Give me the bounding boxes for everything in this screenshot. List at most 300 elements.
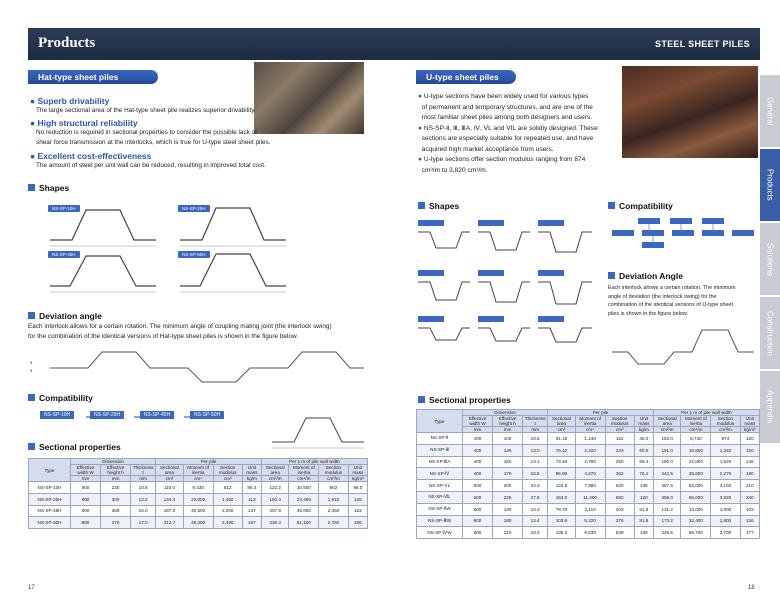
table-cell: NS-SP-10H [29,482,71,494]
table-cell: 10.8 [131,482,156,494]
table-cell: 376 [605,515,634,527]
u-deviation-heading: Deviation Angle [608,271,683,281]
shapes-heading: Shapes [28,183,69,193]
hat-profile-small [268,412,368,454]
th-col: Sectional area [261,465,289,476]
u-table-body [417,433,760,539]
th-col: Sectional area [653,416,681,427]
cost-text: The amount of steel per unit wall can be reduced, resulting in improved total cost. [36,162,266,169]
th-unit: mm [493,427,523,433]
bullet-text: High structural reliability [37,118,138,128]
text-line: Each interlock allows for a certain rotation. The minimum angle of coupling mating joint (the interlock swing) [28,323,332,330]
table-cell: 212.7 [156,517,184,529]
th-unit: cm³ [213,476,242,482]
table-row [29,482,368,494]
table-cell: 400 [463,468,493,480]
th-col: Sectional area [548,416,576,427]
table-cell: 5,220 [575,515,605,527]
side-tab-label: Solutions [765,242,775,276]
table-cell: NS-SP-Ⅲ [417,444,463,456]
side-tab-products[interactable] [760,149,780,221]
text-line: acquired high market acceptance from users. [421,145,554,153]
hat-shape-10h [50,210,156,240]
table-cell: 103 [740,503,759,515]
side-tab-label: General [765,96,775,126]
table-cell: 4,670 [575,468,605,480]
th-dimension: Dimension [71,459,156,465]
table-cell: 1,000 [711,503,740,515]
bullet-drivability: ● Superb drivability [30,96,110,106]
table-row [417,515,760,527]
u-shapes-heading: Shapes [418,201,459,211]
th-unit: cm⁴ [183,476,213,482]
table-cell: 125 [493,444,523,456]
reliability-text [36,128,366,147]
th-unit: mm [463,427,493,433]
u-type-text [418,92,618,176]
table-cell: 400 [463,444,493,456]
table-cell: 520 [605,480,634,492]
compat-tag-50h: NS-SP-50H [190,411,224,419]
table-cell: 103.9 [548,515,576,527]
table-cell: 133.8 [548,480,576,492]
table-cell: 812 [213,482,242,494]
table-cell: 236.3 [261,517,289,529]
table-cell: 13.0 [523,444,548,456]
table-cell: 191.0 [653,444,681,456]
table-cell: 2,270 [711,468,740,480]
th-unit: cm²/m [261,476,289,482]
table-cell: 10,500 [289,482,319,494]
table-cell: 152 [605,433,634,445]
th-col: Moment of inertia [183,465,213,476]
svg-text:θ: θ [30,360,33,365]
table-cell: 130 [493,503,523,515]
th-col: Thickness t [523,416,548,427]
table-cell: 3,150 [711,480,740,492]
bullet-reliability: ● High structural reliability [30,118,138,128]
th-col: Unit mass [740,416,759,427]
table-cell: 223 [605,444,634,456]
hat-shape-25h [180,208,286,240]
table-cell: 126 [348,493,367,505]
table-cell: 900 [71,505,101,517]
text-line: NS-SP-Ⅱ, Ⅲ, ⅢA, Ⅳ, ⅤL and ⅥL are solidly designed. These [423,124,598,132]
hat-type-heading: Hat-type sheet piles [28,70,158,84]
table-cell: 24,400 [289,493,319,505]
u-shapes-drawing [414,214,604,344]
table-cell: 400 [463,433,493,445]
table-cell: 76.42 [548,444,576,456]
th-type: Type [29,459,71,482]
compat-tag-45h: NS-SP-45H [140,411,174,419]
table-cell: 113 [242,493,261,505]
table-cell: 63,000 [681,480,711,492]
table-cell: 131.2 [653,503,681,515]
th-col: Moment of inertia [681,416,711,427]
table-cell: NS-SP-ⅤL [417,480,463,492]
text-line: shear force transmission at the interlocks, which is true for U-type steel sheet piles. [36,138,271,146]
table-cell: 11,400 [575,491,605,503]
table-cell: 153.0 [548,491,576,503]
side-tab-construction[interactable] [760,297,780,369]
table-cell: 186.0 [653,456,681,468]
th-unit: cm⁴/m [289,476,319,482]
table-cell: 13,000 [681,503,711,515]
table-cell: NS-SP-ⅢA [417,456,463,468]
th-col: Effective width W [463,416,493,427]
table-cell: 362 [605,468,634,480]
table-cell: 13.2 [131,493,156,505]
bullet-cost: ● Excellent cost-effectiveness [30,151,152,161]
table-cell: NS-SP-25H [29,493,71,505]
table-cell: 173.2 [653,515,681,527]
th-col: Unit mass [348,465,367,476]
table-cell: 120 [740,433,759,445]
side-tab-general[interactable] [760,75,780,147]
table-cell: 150 [740,444,759,456]
table-cell: 2,490 [213,517,242,529]
th-col: Effective height h [493,416,523,427]
hat-shapes-drawing [40,198,360,298]
th-col: Thickness t [131,465,156,476]
table-cell: 8,630 [575,527,605,539]
table-cell: 600 [463,515,493,527]
table-cell: 3,820 [711,491,740,503]
bullet-text: Superb drivability [37,96,110,106]
table-cell: 400 [463,456,493,468]
table-cell: 2,220 [575,444,605,456]
table-cell: 1,610 [319,493,348,505]
table-cell: 40,500 [183,505,213,517]
text-line: No reduction is required in sectional properties to consider the possible lack of [36,129,257,136]
table-row [417,480,760,492]
table-cell: 100 [493,433,523,445]
table-cell: 186 [348,517,367,529]
table-cell: 900 [71,482,101,494]
table-cell: 210 [740,480,759,492]
table-cell: 240 [740,491,759,503]
table-cell: 22,800 [681,456,711,468]
u-deviation-diagram [608,322,758,368]
table-cell: 18.0 [523,527,548,539]
table-cell: 17.0 [131,517,156,529]
table-cell: NS-SP-ⅥL [417,491,463,503]
compat-tag-25h: NS-SP-25H [90,411,124,419]
table-cell: 96.0 [348,482,367,494]
th-unit: kg/m² [740,427,759,433]
table-cell: 105 [634,480,653,492]
table-cell: 600 [463,527,493,539]
bullet-text: Excellent cost-effectiveness [37,151,152,161]
page-title: Products [38,35,96,51]
table-cell: 1,800 [711,515,740,527]
side-tab-appendix[interactable] [760,371,780,443]
th-unit: cm⁴ [575,427,605,433]
table-cell: 22,000 [183,493,213,505]
table-cell: 86,000 [681,491,711,503]
u-type-heading: U-type sheet piles [416,70,516,84]
hat-table [28,458,368,529]
drivability-text: The large sectional area of the Hat-type sheet pile realizes superior drivability. [36,107,256,114]
u-compat-diagram [608,214,758,250]
table-cell: 180 [493,515,523,527]
hat-shape-50h [180,254,286,286]
table-cell: 190 [740,468,759,480]
text-line: angle of deviation (the interlock swing) for the [608,293,717,300]
text-line: combination of the identical versions of U-type sheet [608,302,733,308]
text-line: for the combination of the identical versions of Hat-type sheet piles is shown in the figure below. [28,332,298,340]
th-per-pile: Per pile [156,459,262,465]
table-row [29,493,368,505]
table-cell: 144.4 [156,493,184,505]
table-cell: 1,240 [575,433,605,445]
text-line: of permanent and temporary structures, and are one of the [421,103,593,111]
compat-links [86,411,246,423]
table-cell: 61.18 [548,433,576,445]
deviation-text [28,322,368,341]
table-cell: 153.0 [653,433,681,445]
text-line: cm³/m to 3,820 cm³/m. [421,166,488,174]
table-cell: 135.3 [548,527,576,539]
th-per-wall: Per 1 m of pile wall width [261,459,367,465]
text-line: sections are especially suitable for repeated use, and have [421,135,594,142]
th-unit: cm² [156,476,184,482]
table-cell: 370 [101,517,131,529]
th-unit: mm [71,476,101,482]
table-cell: 177 [740,527,759,539]
table-cell: 78.70 [548,503,576,515]
table-row [417,527,760,539]
table-cell: 2,450 [319,505,348,517]
table-row [417,491,760,503]
table-cell: 146 [740,456,759,468]
table-cell: 900 [71,517,101,529]
table-cell: 32,400 [681,515,711,527]
table-cell: 203 [605,503,634,515]
table-cell: 8,740 [681,433,711,445]
side-tab-solutions[interactable] [760,223,780,295]
th-unit: kg/m [242,476,261,482]
th-per-pile: Per pile [548,410,654,416]
table-cell: 110.0 [156,482,184,494]
hat-pile-photo [254,62,364,134]
page-number-left: 17 [28,585,35,591]
th-dimension: Dimension [463,410,548,416]
table-cell: 24.3 [523,480,548,492]
header-bar [28,28,760,60]
table-cell: 250 [605,456,634,468]
text-line: U-type sections have been widely used for various types [423,93,589,100]
table-cell: 167 [242,517,261,529]
hat-table-body [29,482,368,529]
table-cell: 9,430 [183,482,213,494]
table-cell: 106 [634,527,653,539]
table-cell: 38,600 [681,468,711,480]
table-cell: NS-SP-50H [29,517,71,529]
side-tab-label: Products [765,169,775,201]
th-col: Sectional area [156,465,184,476]
table-cell: 902 [319,482,348,494]
table-cell: 45,000 [289,505,319,517]
th-col: Section modulus [213,465,242,476]
table-cell: 150 [493,456,523,468]
th-col: Moment of inertia [289,465,319,476]
table-cell: 500 [463,491,493,503]
table-cell: 56,700 [681,527,711,539]
table-cell: 368 [101,505,131,517]
th-unit: cm³/m [711,427,740,433]
table-cell: 225 [493,491,523,503]
th-col: Unit mass [242,465,261,476]
table-cell: 13.4 [523,515,548,527]
table-cell: 81.6 [634,515,653,527]
table-row [29,517,368,529]
table-cell: 2,790 [575,456,605,468]
table-cell: 230 [101,482,131,494]
th-unit: mm [131,476,156,482]
table-cell: 76.1 [634,468,653,480]
table-cell: 1,450 [213,493,242,505]
table-cell: 160.4 [261,493,289,505]
table-cell: 187.0 [156,505,184,517]
table-cell: NS-SP-ⅢW [417,515,463,527]
table-cell: 15.5 [523,468,548,480]
compatibility-heading: Compatibility [28,393,93,403]
table-row [29,505,368,517]
table-cell: 170 [493,468,523,480]
table-cell: 2,110 [575,503,605,515]
table-cell: 7,960 [575,480,605,492]
table-cell: 122.2 [261,482,289,494]
table-cell: 1,520 [711,456,740,468]
th-unit: mm [101,476,131,482]
table-cell: 51,100 [289,517,319,529]
th-col: Section modulus [319,465,348,476]
th-col: Unit mass [634,416,653,427]
table-cell: 86.4 [242,482,261,494]
table-cell: 74.40 [548,456,576,468]
table-cell: 13.1 [523,456,548,468]
u-compat-heading: Compatibility [608,201,673,211]
page-number-right: 18 [748,585,755,591]
table-cell: 600 [463,503,493,515]
table-cell: 61.8 [634,503,653,515]
table-cell: 2,760 [319,517,348,529]
shape-tag-25h: NS-SP-25H [178,205,210,212]
deviation-heading: Deviation angle [28,311,102,321]
th-unit: kg/m² [348,476,367,482]
table-cell: NS-SP-ⅡW [417,503,463,515]
th-per-wall: Per 1 m of pile wall width [653,410,759,416]
table-cell: 210 [493,527,523,539]
th-unit: cm³ [605,427,634,433]
table-cell: 680 [605,491,634,503]
bullet-dot: ● [418,156,422,163]
deviation-diagram [28,348,368,384]
table-cell: 60.0 [634,444,653,456]
shape-tag-50h: NS-SP-50H [178,251,210,258]
table-cell: 10.3 [523,503,548,515]
table-cell: 500 [463,480,493,492]
compat-tag-10h: NS-SP-10H [40,411,74,419]
table-cell: 27.6 [523,491,548,503]
text-line: Each interlock allows a certain rotation. The minimum [608,285,736,291]
u-pile-photo [622,66,758,158]
text-line: most familiar sheet piles among both designers and users. [421,114,593,121]
table-cell: 10.5 [523,433,548,445]
table-row [417,468,760,480]
th-unit: cm² [548,427,576,433]
table-cell: 2,700 [711,527,740,539]
th-col: Moment of inertia [575,416,605,427]
table-cell: NS-SP-Ⅳ [417,468,463,480]
th-unit: cm⁴/m [681,427,711,433]
table-cell: NS-SP-ⅣW [417,527,463,539]
table-cell: 874 [711,433,740,445]
th-unit: cm²/m [653,427,681,433]
text-line: U-type sections offer section modulus ranging from 874 [423,156,586,163]
table-cell: NS-SP-Ⅱ [417,433,463,445]
svg-text:θ: θ [30,368,33,373]
table-cell: 300 [101,493,131,505]
shape-tag-10h: NS-SP-10H [48,205,80,212]
sectional-heading-left: Sectional properties [28,442,121,452]
bullet-dot: ● [418,93,422,100]
table-cell: 200 [493,480,523,492]
table-cell: 16,800 [681,444,711,456]
hat-shape-45h [50,256,156,286]
side-tab-label: Construction [765,310,775,356]
th-unit: cm³/m [319,476,348,482]
table-cell: 207.8 [261,505,289,517]
table-cell: NS-SP-45H [29,505,71,517]
table-row [417,456,760,468]
header-subtitle: STEEL SHEET PILES [655,39,750,49]
table-cell: 267.6 [653,480,681,492]
th-unit: mm [523,427,548,433]
table-cell: 900 [71,493,101,505]
table-cell: 147 [242,505,261,517]
bullet-dot: ● [418,124,422,132]
table-cell: 242.5 [653,468,681,480]
th-unit: kg/m [634,427,653,433]
u-table [416,409,760,539]
table-cell: 163 [348,505,367,517]
th-type: Type [417,410,463,433]
table-cell: 1,340 [711,444,740,456]
th-col: Effective height h [101,465,131,476]
table-row [417,503,760,515]
table-cell: 15.0 [131,505,156,517]
th-col: Section modulus [711,416,740,427]
table-cell: 48.0 [634,433,653,445]
side-tab-label: Appendix [765,390,775,424]
u-deviation-text [608,284,758,318]
table-cell: 136 [740,515,759,527]
table-cell: 2,200 [213,505,242,517]
table-cell: 306.0 [653,491,681,503]
th-col: Effective width W [71,465,101,476]
table-cell: 96.99 [548,468,576,480]
table-cell: 539 [605,527,634,539]
table-cell: 120 [634,491,653,503]
shape-tag-45h: NS-SP-45H [48,251,80,258]
table-cell: 225.5 [653,527,681,539]
sectional-heading-right: Sectional properties [418,395,511,405]
table-row [417,433,760,445]
table-cell: 58.4 [634,456,653,468]
